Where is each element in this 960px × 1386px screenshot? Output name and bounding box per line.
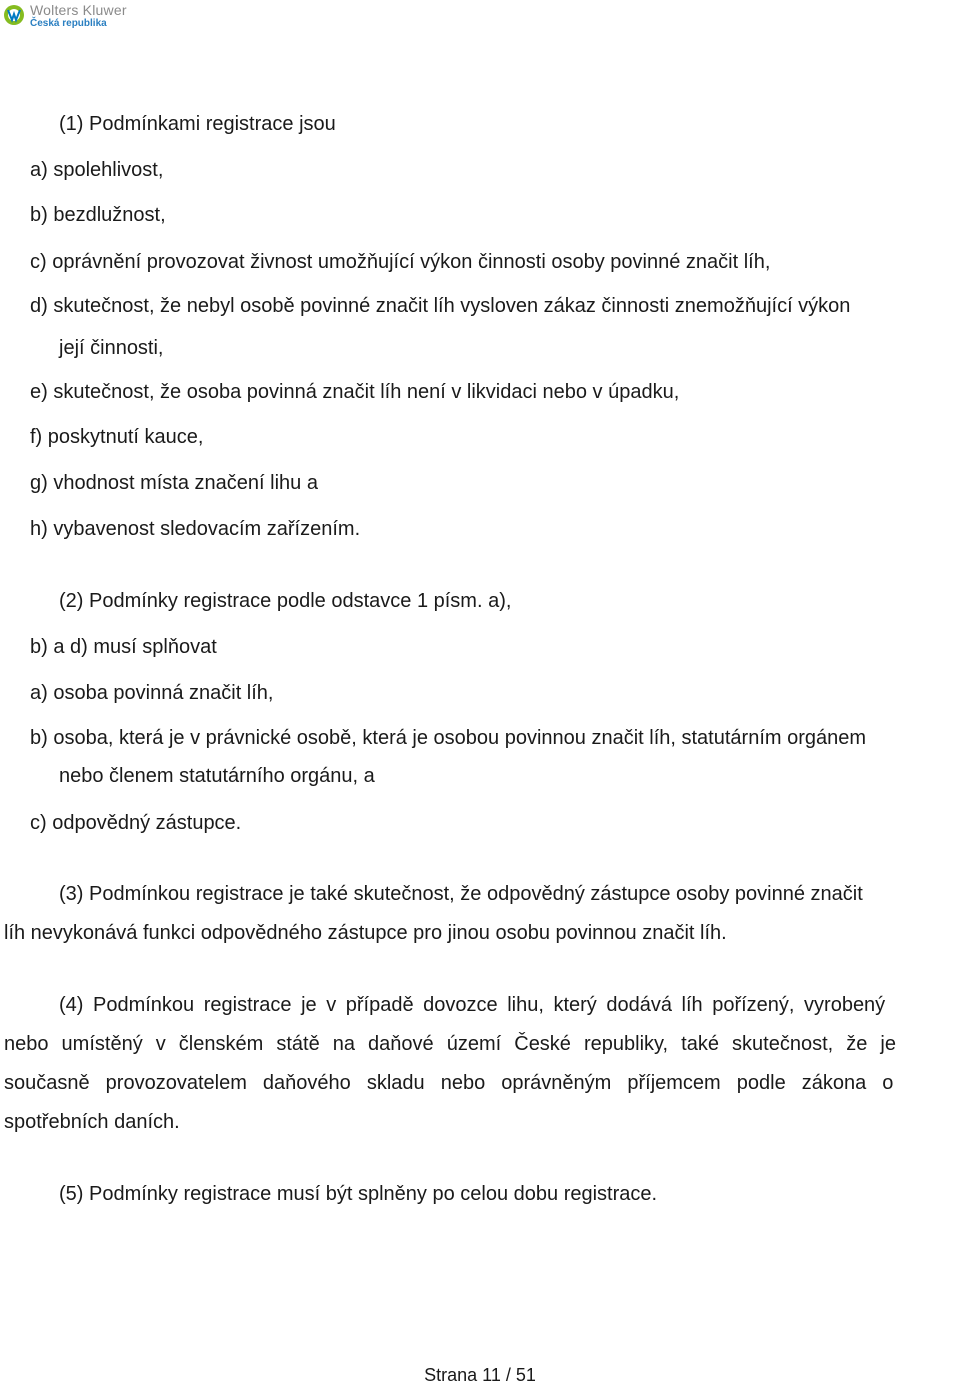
section3-line1: (3) Podmínkou registrace je také skutečnost, že odpovědný zástupce osoby povinné značit (59, 883, 863, 905)
section1-item-g: g) vhodnost místa značení lihu a (30, 472, 318, 494)
wolters-kluwer-logo-icon (3, 4, 25, 26)
section1-item-f: f) poskytnutí kauce, (30, 426, 204, 448)
section1-intro: (1) Podmínkami registrace jsou (59, 113, 336, 135)
section2-item-b-cont: nebo členem statutárního orgánu, a (59, 765, 375, 787)
page-number: Strana 11 / 51 (424, 1365, 536, 1385)
section1-item-d-cont: její činnosti, (59, 337, 164, 359)
section2-item-a: a) osoba povinná značit líh, (30, 682, 274, 704)
section2-intro-line2: b) a d) musí splňovat (30, 636, 217, 658)
section1-item-c: c) oprávnění provozovat živnost umožňující výkon činnosti osoby povinné značit líh, (30, 251, 771, 273)
section4-line4: spotřebních daních. (4, 1111, 180, 1133)
section5-text: (5) Podmínky registrace musí být splněny po celou dobu registrace. (59, 1183, 658, 1205)
section2-item-b: b) osoba, která je v právnické osobě, která je osobou povinnou značit líh, statutárním orgánem (30, 727, 867, 749)
section3-line2: líh nevykonává funkci odpovědného zástupce pro jinou osobu povinnou značit líh. (4, 922, 727, 944)
publisher-logo (3, 3, 127, 29)
section4-line3: současně provozovatelem daňového skladu nebo oprávněným příjemcem podle zákona o (4, 1072, 894, 1094)
section2-intro-line1: (2) Podmínky registrace podle odstavce 1 písm. a), (59, 590, 512, 612)
section1-item-h: h) vybavenost sledovacím zařízením. (30, 518, 361, 540)
logo-name: Wolters Kluwer (30, 2, 127, 18)
section1-item-a: a) spolehlivost, (30, 159, 164, 181)
section2-item-c: c) odpovědný zástupce. (30, 812, 242, 834)
section4-line2: nebo umístěný v členském státě na daňové území České republiky, také skutečnost, že je (4, 1033, 896, 1055)
logo-subtitle: Česká republika (30, 18, 107, 29)
section4-line1: (4) Podmínkou registrace je v případě dovozce lihu, který dodává líh pořízený, vyrobený (59, 994, 886, 1016)
section1-item-d: d) skutečnost, že nebyl osobě povinné značit líh vysloven zákaz činnosti znemožňující výkon (30, 295, 851, 317)
section1-item-b: b) bezdlužnost, (30, 204, 166, 226)
section1-item-e: e) skutečnost, že osoba povinná značit líh není v likvidaci nebo v úpadku, (30, 381, 680, 403)
